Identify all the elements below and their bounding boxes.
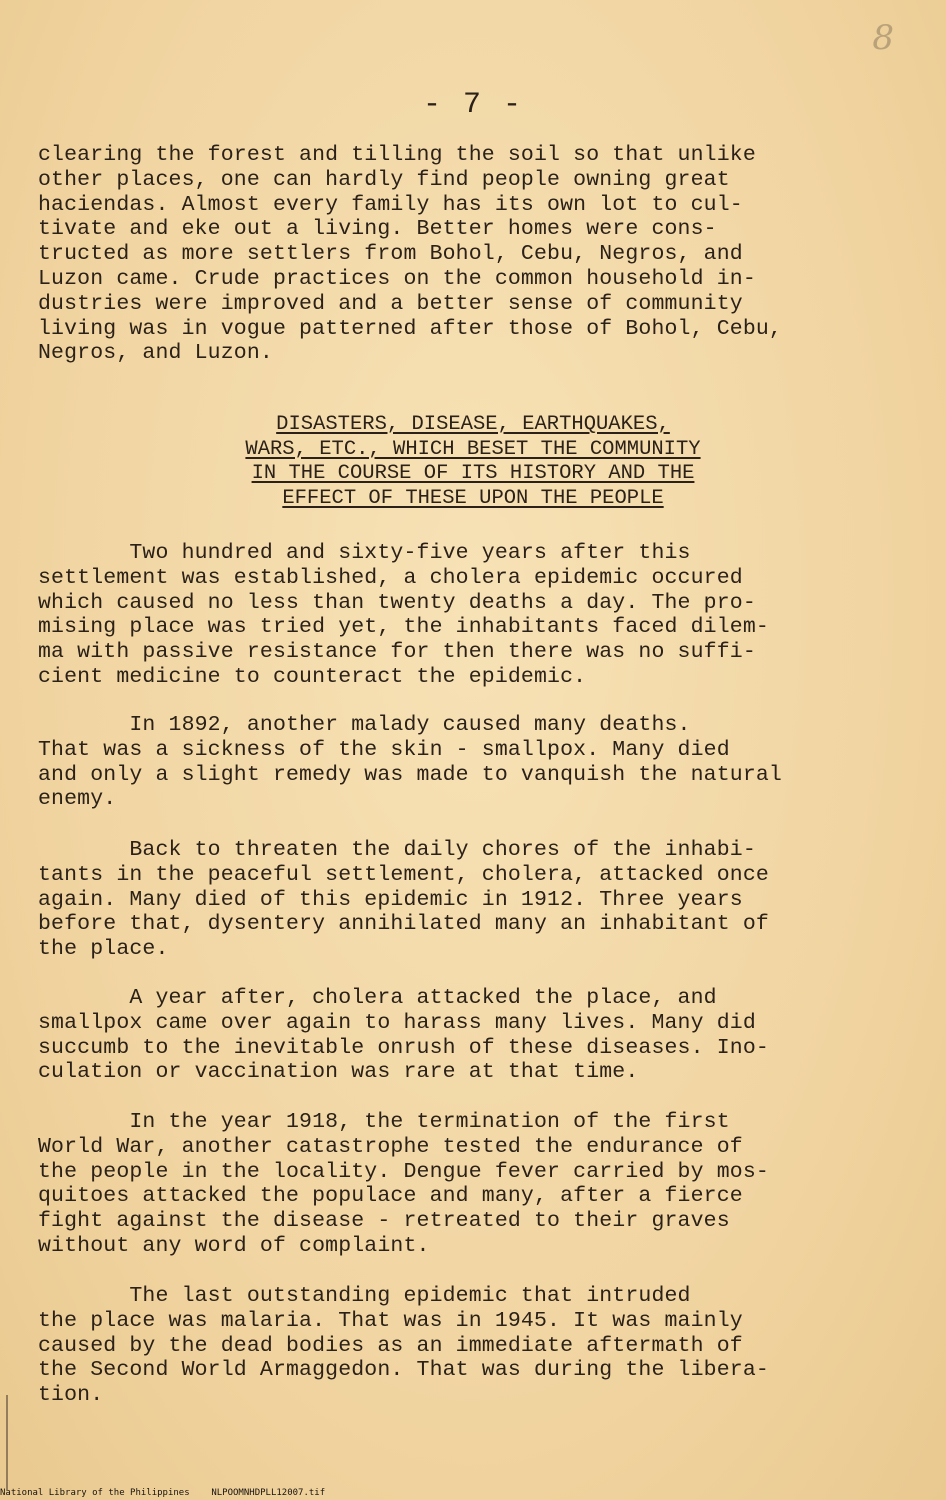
paragraph-malaria bbox=[38, 1284, 898, 1408]
heading-line: DISASTERS, DISEASE, EARTHQUAKES, bbox=[276, 413, 670, 436]
section-heading bbox=[0, 413, 946, 511]
intro-paragraph bbox=[38, 143, 898, 366]
text-line: without any word of complaint. bbox=[38, 1233, 430, 1258]
text-line: Luzon came. Crude practices on the common household in- bbox=[38, 266, 756, 291]
text-line: fight against the disease - retreated to their graves bbox=[38, 1209, 730, 1234]
corner-mark: 8 bbox=[872, 18, 894, 58]
heading-line: WARS, ETC., WHICH BESET THE COMMUNITY bbox=[245, 437, 701, 461]
text-line: caused by the dead bodies as an immediate aftermath of bbox=[38, 1333, 743, 1358]
text-line: Back to threaten the daily chores of the inhabi- bbox=[38, 838, 756, 862]
text-line: A year after, cholera attacked the place, and bbox=[38, 986, 717, 1010]
text-line: the place was malaria. That was in 1945. It was mainly bbox=[38, 1308, 743, 1333]
text-line: That was a sickness of the skin - smallpox. Many died bbox=[38, 737, 730, 762]
paragraph-cholera-again bbox=[38, 838, 898, 962]
paragraph-dengue bbox=[38, 1110, 898, 1259]
footer-filename: NLPOOMNHDPLL12007.tif bbox=[211, 1488, 326, 1498]
text-line: In 1892, another malady caused many deaths. bbox=[38, 713, 691, 737]
text-line: tructed as more settlers from Bohol, Cebu, Negros, and bbox=[38, 242, 743, 267]
text-line: World War, another catastrophe tested the endurance of bbox=[38, 1134, 743, 1159]
text-line: mising place was tried yet, the inhabitants faced dilem- bbox=[38, 615, 769, 640]
text-line: settlement was established, a cholera epidemic occured bbox=[38, 565, 743, 590]
text-line: Negros, and Luzon. bbox=[38, 341, 273, 366]
text-line: before that, dysentery annihilated many an inhabitant of bbox=[38, 912, 769, 937]
text-line: the people in the locality. Dengue fever carried by mos- bbox=[38, 1159, 769, 1184]
text-line: living was in vogue patterned after those of Bohol, Cebu, bbox=[38, 316, 782, 341]
text-line: Two hundred and sixty-five years after this bbox=[38, 541, 691, 565]
text-line: again. Many died of this epidemic in 1912. Three years bbox=[38, 887, 743, 912]
text-line: the Second World Armaggedon. That was during the libera- bbox=[38, 1358, 769, 1383]
text-line: which caused no less than twenty deaths a day. The pro- bbox=[38, 590, 756, 615]
text-line: dustries were improved and a better sense of community bbox=[38, 291, 743, 316]
margin-line bbox=[6, 1395, 8, 1490]
text-line: smallpox came over again to harass many lives. Many did bbox=[38, 1010, 756, 1035]
text-line: enemy. bbox=[38, 787, 117, 812]
text-line: clearing the forest and tilling the soil so that unlike bbox=[38, 143, 756, 167]
text-line: In the year 1918, the termination of the first bbox=[38, 1110, 730, 1134]
text-line: quitoes attacked the populace and many, after a fierce bbox=[38, 1184, 743, 1209]
paragraph-cholera bbox=[38, 541, 898, 690]
text-line: haciendas. Almost every family has its own lot to cul- bbox=[38, 192, 743, 217]
paragraph-year-after bbox=[38, 986, 898, 1085]
text-line: other places, one can hardly find people owning great bbox=[38, 167, 730, 192]
text-line: tivate and eke out a living. Better homes were cons- bbox=[38, 217, 717, 242]
text-line: culation or vaccination was rare at that time. bbox=[38, 1060, 639, 1085]
text-line: The last outstanding epidemic that intruded bbox=[38, 1284, 691, 1308]
text-line: cient medicine to counteract the epidemic. bbox=[38, 664, 587, 689]
footer-source: National Library of the Philippines bbox=[0, 1488, 190, 1498]
text-line: tants in the peaceful settlement, cholera, attacked once bbox=[38, 862, 769, 887]
text-line: ma with passive resistance for then there was no suffi- bbox=[38, 640, 756, 665]
text-line: the place. bbox=[38, 937, 169, 962]
page-number: - 7 - bbox=[422, 88, 523, 122]
text-line: succumb to the inevitable onrush of these diseases. Ino- bbox=[38, 1035, 769, 1060]
text-line: and only a slight remedy was made to vanquish the natural bbox=[38, 762, 782, 787]
heading-line: IN THE COURSE OF ITS HISTORY AND THE bbox=[251, 462, 695, 485]
heading-line: EFFECT OF THESE UPON THE PEOPLE bbox=[282, 486, 664, 510]
text-line: tion. bbox=[38, 1383, 104, 1408]
footer bbox=[0, 1488, 325, 1498]
paragraph-smallpox bbox=[38, 713, 898, 812]
